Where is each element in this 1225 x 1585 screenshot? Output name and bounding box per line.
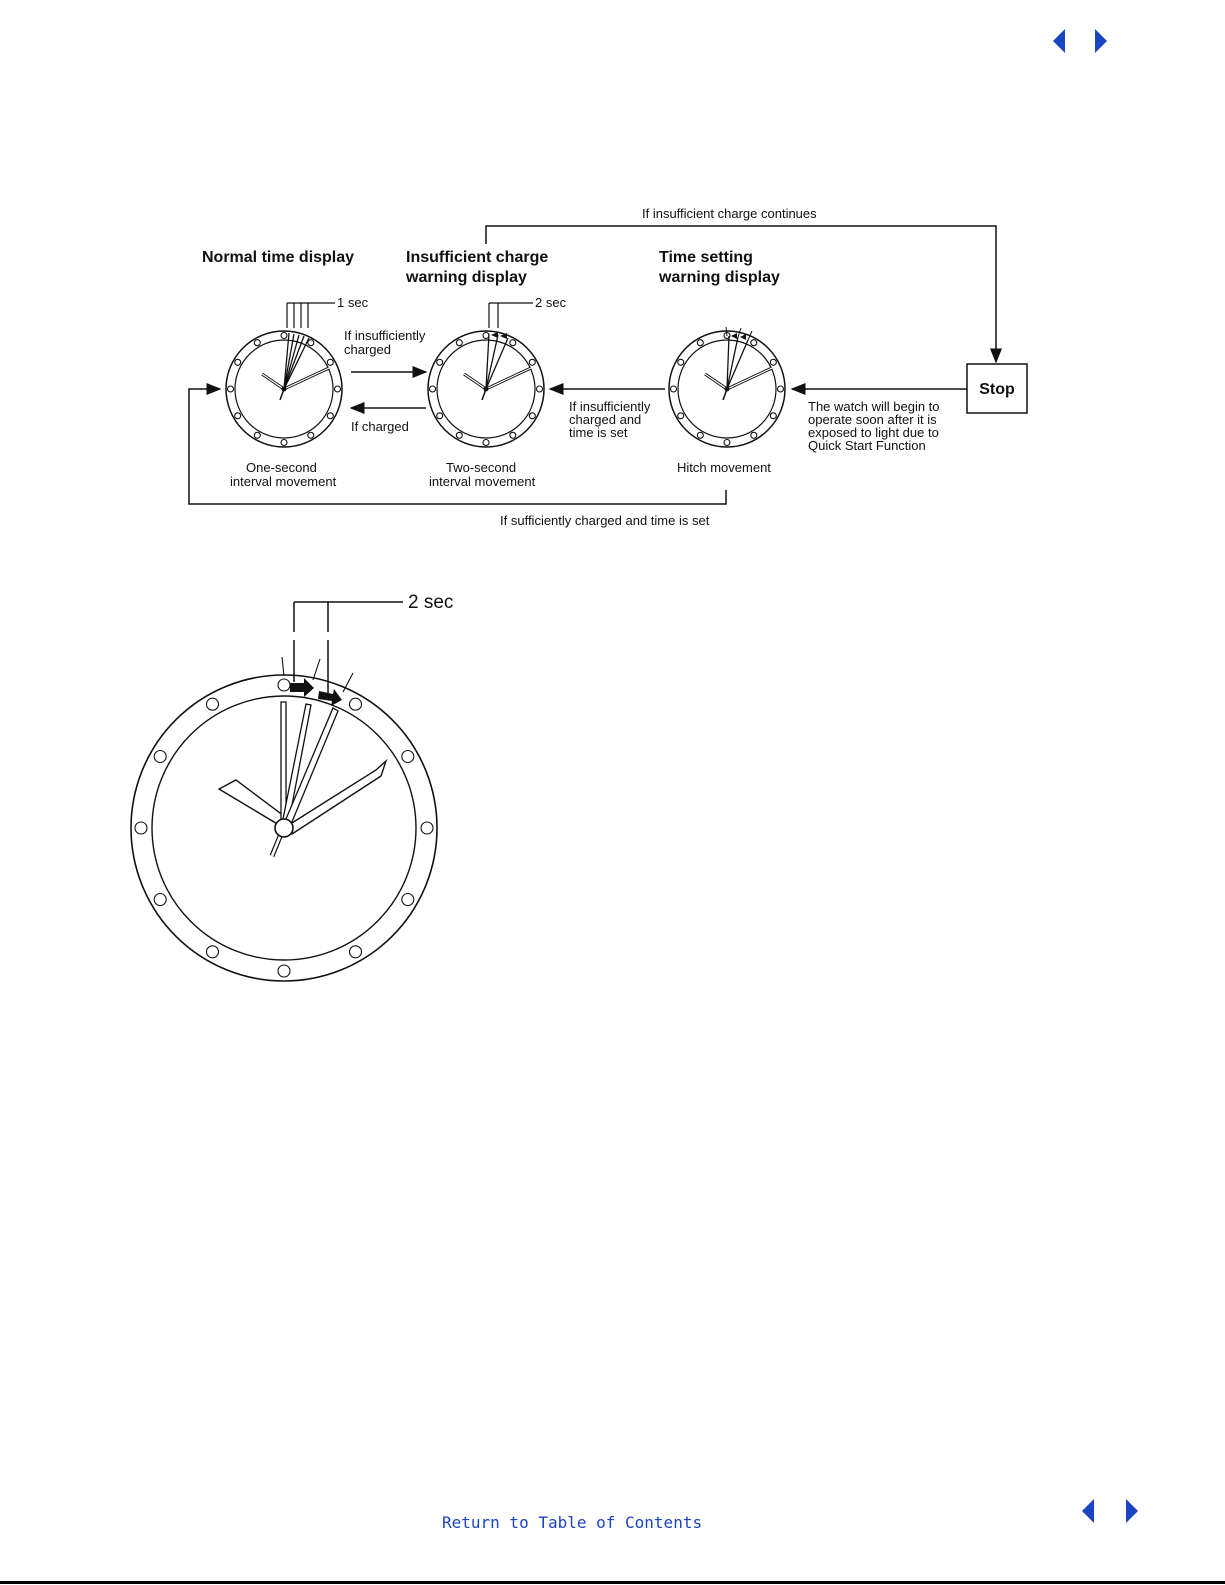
normal-title: Normal time display xyxy=(202,249,355,266)
hour-marker-stud xyxy=(254,340,260,346)
hour-marker-stud xyxy=(402,751,414,763)
hour-marker-stud xyxy=(135,822,147,834)
hour-marker-stud xyxy=(154,894,166,906)
hour-marker-stud xyxy=(327,359,333,365)
hour-marker-stud xyxy=(697,432,703,438)
hour-marker-stud xyxy=(529,413,535,419)
normal-caption-1: One-second xyxy=(246,460,317,475)
insufficient-title-2: warning display xyxy=(406,269,527,286)
normal-interval-label: 1 sec xyxy=(337,295,369,310)
hour-marker-stud xyxy=(751,432,757,438)
hour-marker-stud xyxy=(350,698,362,710)
arrow-label-insufficient-1: If insufficiently xyxy=(344,328,426,343)
hour-marker-stud xyxy=(456,432,462,438)
hour-marker-stud xyxy=(671,386,677,392)
hour-marker-stud xyxy=(350,946,362,958)
insufficient-caption-2: interval movement xyxy=(429,474,536,489)
hour-marker-stud xyxy=(254,432,260,438)
return-to-toc-link[interactable]: Return to Table of Contents xyxy=(442,1513,703,1532)
hour-marker-stud xyxy=(281,333,287,339)
hour-marker-stud xyxy=(207,698,219,710)
timeset-title-2: warning display xyxy=(659,269,780,286)
hour-marker-stud xyxy=(235,413,241,419)
hour-marker-stud xyxy=(308,432,314,438)
hour-marker-stud xyxy=(770,413,776,419)
hour-marker-stud xyxy=(510,432,516,438)
hour-marker-stud xyxy=(154,751,166,763)
normal-caption-2: interval movement xyxy=(230,474,337,489)
insufficient-interval-label: 2 sec xyxy=(535,295,567,310)
hour-marker-stud xyxy=(770,359,776,365)
hour-marker-stud xyxy=(724,440,730,446)
hour-marker-stud xyxy=(402,894,414,906)
arrow-label-timeset-3: time is set xyxy=(569,425,628,440)
quick-start-text-4: Quick Start Function xyxy=(808,438,926,453)
hour-marker-stud xyxy=(483,440,489,446)
left-triangle-icon xyxy=(1080,1497,1102,1525)
two-second-detail-diagram xyxy=(100,585,580,1005)
hour-marker-stud xyxy=(228,386,234,392)
hour-marker-stud xyxy=(421,822,433,834)
hour-marker-stud xyxy=(278,965,290,977)
right-triangle-icon xyxy=(1124,1497,1146,1525)
hour-marker-stud xyxy=(308,340,314,346)
hour-marker-stud xyxy=(678,359,684,365)
bottom-loop-label: If sufficiently charged and time is set xyxy=(500,513,710,528)
center-pivot xyxy=(275,819,293,837)
insufficient-caption-1: Two-second xyxy=(446,460,517,475)
hour-marker-stud xyxy=(510,340,516,346)
charge-state-flow-diagram xyxy=(0,0,1225,560)
arrow-label-timeset-2: charged and xyxy=(569,412,642,427)
hour-marker-stud xyxy=(437,413,443,419)
stop-label: Stop xyxy=(979,381,1015,398)
hour-marker-stud xyxy=(529,359,535,365)
footer-rule xyxy=(0,1581,1225,1584)
arrow-label-insufficient-2: charged xyxy=(344,342,391,357)
hour-marker-stud xyxy=(281,440,287,446)
quick-start-text-2: operate soon after it is xyxy=(808,412,937,427)
hour-marker-stud xyxy=(678,413,684,419)
timeset-title-1: Time setting xyxy=(659,249,753,266)
hour-marker-stud xyxy=(437,359,443,365)
hour-marker-stud xyxy=(751,340,757,346)
timeset-watch-dial xyxy=(669,327,785,447)
hour-marker-stud xyxy=(456,340,462,346)
timeset-caption: Hitch movement xyxy=(677,460,771,475)
quick-start-text-1: The watch will begin to xyxy=(808,399,940,414)
hour-marker-stud xyxy=(207,946,219,958)
insufficient-interval-bracket xyxy=(489,303,533,328)
normal-watch-dial xyxy=(226,331,342,447)
normal-interval-bracket xyxy=(287,303,335,328)
quick-start-text-3: exposed to light due to xyxy=(808,425,939,440)
arrow-label-charged: If charged xyxy=(351,419,409,434)
prev-page-button-bottom[interactable] xyxy=(1080,1497,1102,1525)
hour-marker-stud xyxy=(235,359,241,365)
hour-marker-stud xyxy=(483,333,489,339)
hour-marker-stud xyxy=(278,679,290,691)
hour-marker-stud xyxy=(327,413,333,419)
hour-marker-stud xyxy=(697,340,703,346)
arrow-label-timeset-1: If insufficiently xyxy=(569,399,651,414)
hour-marker-stud xyxy=(430,386,436,392)
hour-marker-stud xyxy=(537,386,543,392)
insufficient-title-1: Insufficient charge xyxy=(406,249,549,266)
hour-marker-stud xyxy=(778,386,784,392)
next-page-button-bottom[interactable] xyxy=(1124,1497,1146,1525)
insufficient-watch-dial xyxy=(428,331,544,447)
detail-interval-label: 2 sec xyxy=(408,592,454,613)
hour-marker-stud xyxy=(335,386,341,392)
top-loop-label: If insufficient charge continues xyxy=(642,206,817,221)
